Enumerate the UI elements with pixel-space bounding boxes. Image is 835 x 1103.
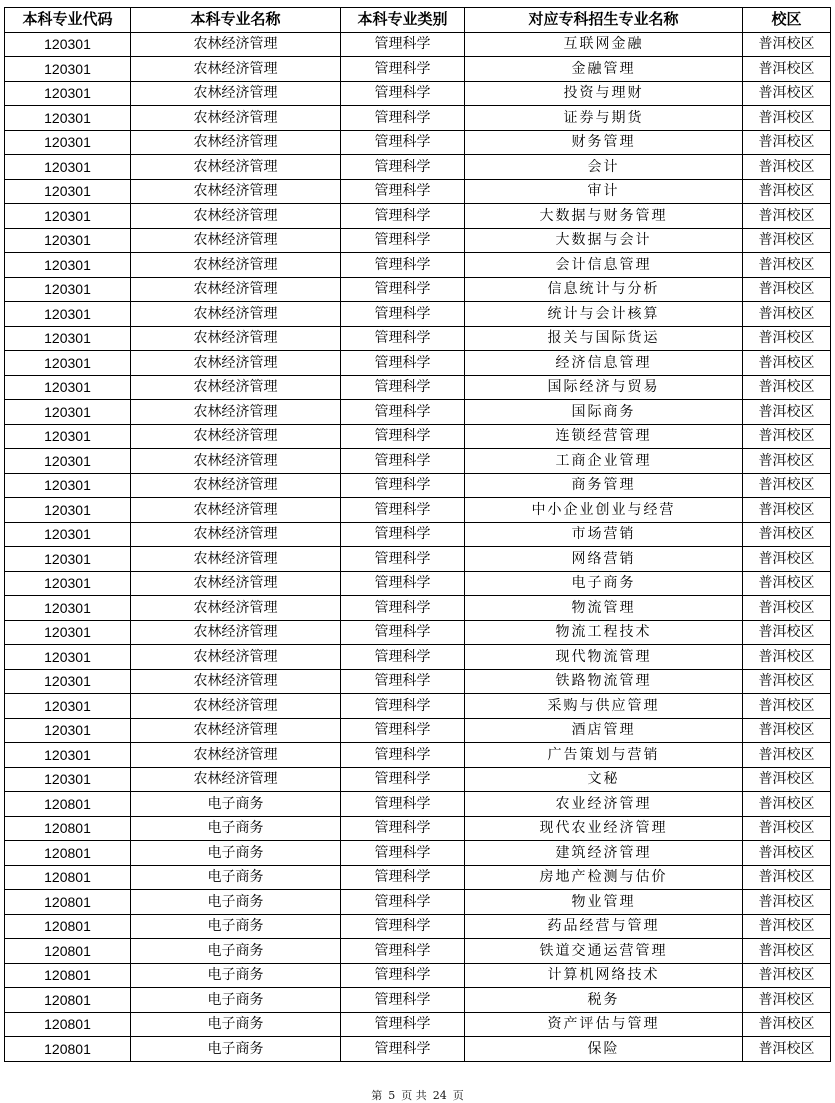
cell-category: 管理科学 (341, 277, 465, 302)
cell-campus: 普洱校区 (743, 130, 831, 155)
cell-campus: 普洱校区 (743, 890, 831, 915)
cell-name: 农林经济管理 (131, 326, 341, 351)
cell-name: 农林经济管理 (131, 522, 341, 547)
table-row (5, 32, 831, 57)
cell-vocational: 报关与国际货运 (465, 326, 743, 351)
cell-campus: 普洱校区 (743, 1012, 831, 1037)
header-campus: 校区 (743, 8, 831, 33)
cell-name: 农林经济管理 (131, 32, 341, 57)
cell-campus: 普洱校区 (743, 767, 831, 792)
cell-category: 管理科学 (341, 57, 465, 82)
cell-category: 管理科学 (341, 81, 465, 106)
cell-category: 管理科学 (341, 473, 465, 498)
cell-vocational: 工商企业管理 (465, 449, 743, 474)
cell-name: 电子商务 (131, 865, 341, 890)
cell-campus: 普洱校区 (743, 988, 831, 1013)
cell-name: 农林经济管理 (131, 424, 341, 449)
footer-prefix: 第 (371, 1089, 383, 1102)
table-row (5, 963, 831, 988)
cell-name: 电子商务 (131, 890, 341, 915)
cell-category: 管理科学 (341, 179, 465, 204)
cell-name: 农林经济管理 (131, 179, 341, 204)
table-row (5, 841, 831, 866)
cell-campus: 普洱校区 (743, 473, 831, 498)
cell-name: 农林经济管理 (131, 253, 341, 278)
cell-code: 120801 (5, 1012, 131, 1037)
cell-vocational: 大数据与会计 (465, 228, 743, 253)
cell-code: 120801 (5, 939, 131, 964)
cell-vocational: 酒店管理 (465, 718, 743, 743)
cell-category: 管理科学 (341, 498, 465, 523)
cell-campus: 普洱校区 (743, 32, 831, 57)
cell-name: 电子商务 (131, 939, 341, 964)
cell-code: 120301 (5, 277, 131, 302)
cell-campus: 普洱校区 (743, 106, 831, 131)
cell-vocational: 证券与期货 (465, 106, 743, 131)
cell-campus: 普洱校区 (743, 375, 831, 400)
cell-category: 管理科学 (341, 767, 465, 792)
table-row (5, 620, 831, 645)
cell-vocational: 经济信息管理 (465, 351, 743, 376)
table-row (5, 155, 831, 180)
cell-name: 农林经济管理 (131, 449, 341, 474)
cell-campus: 普洱校区 (743, 522, 831, 547)
table-row (5, 375, 831, 400)
cell-campus: 普洱校区 (743, 1037, 831, 1062)
cell-campus: 普洱校区 (743, 81, 831, 106)
cell-code: 120301 (5, 449, 131, 474)
cell-campus: 普洱校区 (743, 57, 831, 82)
table-row (5, 939, 831, 964)
cell-name: 电子商务 (131, 841, 341, 866)
footer-page-number: 5 (388, 1089, 396, 1102)
table-row (5, 718, 831, 743)
cell-vocational: 互联网金融 (465, 32, 743, 57)
header-row (5, 8, 831, 33)
cell-category: 管理科学 (341, 792, 465, 817)
cell-category: 管理科学 (341, 253, 465, 278)
cell-code: 120301 (5, 596, 131, 621)
cell-name: 电子商务 (131, 1012, 341, 1037)
cell-code: 120301 (5, 645, 131, 670)
cell-code: 120301 (5, 106, 131, 131)
cell-code: 120301 (5, 571, 131, 596)
table-row (5, 669, 831, 694)
cell-code: 120301 (5, 179, 131, 204)
table-row (5, 106, 831, 131)
cell-code: 120801 (5, 988, 131, 1013)
table-row (5, 743, 831, 768)
cell-name: 农林经济管理 (131, 204, 341, 229)
cell-category: 管理科学 (341, 400, 465, 425)
cell-code: 120801 (5, 890, 131, 915)
header-code: 本科专业代码 (5, 8, 131, 33)
cell-campus: 普洱校区 (743, 424, 831, 449)
table-row (5, 914, 831, 939)
cell-code: 120801 (5, 914, 131, 939)
cell-campus: 普洱校区 (743, 816, 831, 841)
cell-campus: 普洱校区 (743, 718, 831, 743)
cell-campus: 普洱校区 (743, 841, 831, 866)
cell-campus: 普洱校区 (743, 914, 831, 939)
cell-vocational: 中小企业创业与经营 (465, 498, 743, 523)
cell-category: 管理科学 (341, 106, 465, 131)
cell-code: 120801 (5, 841, 131, 866)
majors-table (4, 7, 831, 1062)
cell-category: 管理科学 (341, 596, 465, 621)
table-row (5, 400, 831, 425)
cell-code: 120801 (5, 792, 131, 817)
table-body (5, 32, 831, 1061)
cell-vocational: 财务管理 (465, 130, 743, 155)
header-category: 本科专业类别 (341, 8, 465, 33)
cell-category: 管理科学 (341, 449, 465, 474)
cell-category: 管理科学 (341, 963, 465, 988)
cell-campus: 普洱校区 (743, 326, 831, 351)
cell-campus: 普洱校区 (743, 963, 831, 988)
cell-name: 电子商务 (131, 816, 341, 841)
table-row (5, 253, 831, 278)
table-row (5, 179, 831, 204)
cell-name: 电子商务 (131, 988, 341, 1013)
cell-category: 管理科学 (341, 522, 465, 547)
cell-vocational: 国际商务 (465, 400, 743, 425)
cell-campus: 普洱校区 (743, 449, 831, 474)
cell-code: 120301 (5, 204, 131, 229)
cell-vocational: 电子商务 (465, 571, 743, 596)
cell-campus: 普洱校区 (743, 204, 831, 229)
cell-campus: 普洱校区 (743, 302, 831, 327)
cell-code: 120301 (5, 81, 131, 106)
cell-vocational: 大数据与财务管理 (465, 204, 743, 229)
header-name: 本科专业名称 (131, 8, 341, 33)
cell-campus: 普洱校区 (743, 547, 831, 572)
cell-vocational: 房地产检测与估价 (465, 865, 743, 890)
cell-name: 农林经济管理 (131, 130, 341, 155)
cell-category: 管理科学 (341, 743, 465, 768)
cell-vocational: 文秘 (465, 767, 743, 792)
cell-vocational: 物流管理 (465, 596, 743, 621)
table-header (5, 8, 831, 33)
table-row (5, 302, 831, 327)
cell-name: 农林经济管理 (131, 694, 341, 719)
cell-category: 管理科学 (341, 326, 465, 351)
cell-category: 管理科学 (341, 841, 465, 866)
cell-name: 农林经济管理 (131, 669, 341, 694)
table-row (5, 81, 831, 106)
cell-vocational: 审计 (465, 179, 743, 204)
cell-name: 农林经济管理 (131, 351, 341, 376)
cell-campus: 普洱校区 (743, 277, 831, 302)
cell-code: 120801 (5, 816, 131, 841)
cell-name: 农林经济管理 (131, 375, 341, 400)
cell-campus: 普洱校区 (743, 792, 831, 817)
footer-mid: 页 共 (401, 1089, 427, 1102)
cell-category: 管理科学 (341, 32, 465, 57)
cell-category: 管理科学 (341, 865, 465, 890)
cell-category: 管理科学 (341, 939, 465, 964)
cell-name: 电子商务 (131, 963, 341, 988)
cell-category: 管理科学 (341, 547, 465, 572)
cell-vocational: 保险 (465, 1037, 743, 1062)
cell-code: 120801 (5, 865, 131, 890)
cell-vocational: 国际经济与贸易 (465, 375, 743, 400)
table-row (5, 228, 831, 253)
cell-campus: 普洱校区 (743, 253, 831, 278)
cell-name: 农林经济管理 (131, 620, 341, 645)
cell-vocational: 连锁经营管理 (465, 424, 743, 449)
cell-category: 管理科学 (341, 645, 465, 670)
cell-category: 管理科学 (341, 1037, 465, 1062)
cell-vocational: 采购与供应管理 (465, 694, 743, 719)
cell-name: 农林经济管理 (131, 400, 341, 425)
cell-campus: 普洱校区 (743, 498, 831, 523)
cell-category: 管理科学 (341, 890, 465, 915)
cell-campus: 普洱校区 (743, 571, 831, 596)
cell-category: 管理科学 (341, 375, 465, 400)
table-row (5, 571, 831, 596)
cell-vocational: 会计 (465, 155, 743, 180)
cell-code: 120301 (5, 57, 131, 82)
table-row (5, 57, 831, 82)
table-row (5, 792, 831, 817)
table-row (5, 1037, 831, 1062)
table-row (5, 547, 831, 572)
cell-name: 农林经济管理 (131, 571, 341, 596)
cell-category: 管理科学 (341, 988, 465, 1013)
cell-category: 管理科学 (341, 228, 465, 253)
table-row (5, 424, 831, 449)
cell-code: 120301 (5, 767, 131, 792)
cell-campus: 普洱校区 (743, 179, 831, 204)
cell-code: 120301 (5, 743, 131, 768)
cell-name: 农林经济管理 (131, 155, 341, 180)
cell-category: 管理科学 (341, 669, 465, 694)
cell-name: 农林经济管理 (131, 547, 341, 572)
cell-name: 农林经济管理 (131, 228, 341, 253)
table-row (5, 1012, 831, 1037)
cell-code: 120301 (5, 253, 131, 278)
table-row (5, 498, 831, 523)
cell-name: 农林经济管理 (131, 743, 341, 768)
cell-name: 农林经济管理 (131, 277, 341, 302)
cell-code: 120301 (5, 400, 131, 425)
table-row (5, 130, 831, 155)
cell-code: 120301 (5, 375, 131, 400)
cell-code: 120301 (5, 620, 131, 645)
cell-campus: 普洱校区 (743, 669, 831, 694)
table-row (5, 988, 831, 1013)
cell-category: 管理科学 (341, 694, 465, 719)
cell-category: 管理科学 (341, 816, 465, 841)
cell-category: 管理科学 (341, 914, 465, 939)
cell-code: 120301 (5, 326, 131, 351)
table-row (5, 473, 831, 498)
cell-campus: 普洱校区 (743, 620, 831, 645)
cell-vocational: 税务 (465, 988, 743, 1013)
cell-name: 农林经济管理 (131, 473, 341, 498)
cell-category: 管理科学 (341, 718, 465, 743)
cell-code: 120801 (5, 1037, 131, 1062)
cell-name: 农林经济管理 (131, 767, 341, 792)
cell-name: 电子商务 (131, 1037, 341, 1062)
cell-name: 农林经济管理 (131, 81, 341, 106)
cell-vocational: 统计与会计核算 (465, 302, 743, 327)
cell-vocational: 现代农业经济管理 (465, 816, 743, 841)
cell-vocational: 铁道交通运营管理 (465, 939, 743, 964)
cell-vocational: 广告策划与营销 (465, 743, 743, 768)
cell-code: 120301 (5, 302, 131, 327)
cell-campus: 普洱校区 (743, 596, 831, 621)
cell-vocational: 计算机网络技术 (465, 963, 743, 988)
cell-code: 120301 (5, 155, 131, 180)
cell-code: 120301 (5, 547, 131, 572)
table-row (5, 865, 831, 890)
cell-campus: 普洱校区 (743, 155, 831, 180)
cell-name: 农林经济管理 (131, 718, 341, 743)
cell-category: 管理科学 (341, 571, 465, 596)
cell-vocational: 农业经济管理 (465, 792, 743, 817)
cell-category: 管理科学 (341, 620, 465, 645)
cell-name: 农林经济管理 (131, 645, 341, 670)
cell-code: 120301 (5, 669, 131, 694)
cell-campus: 普洱校区 (743, 351, 831, 376)
cell-vocational: 建筑经济管理 (465, 841, 743, 866)
cell-name: 电子商务 (131, 792, 341, 817)
cell-name: 电子商务 (131, 914, 341, 939)
cell-vocational: 投资与理财 (465, 81, 743, 106)
cell-name: 农林经济管理 (131, 596, 341, 621)
cell-campus: 普洱校区 (743, 228, 831, 253)
cell-vocational: 商务管理 (465, 473, 743, 498)
table-row (5, 816, 831, 841)
cell-campus: 普洱校区 (743, 865, 831, 890)
footer-suffix: 页 (452, 1089, 464, 1102)
cell-code: 120301 (5, 32, 131, 57)
cell-vocational: 会计信息管理 (465, 253, 743, 278)
cell-name: 农林经济管理 (131, 57, 341, 82)
cell-category: 管理科学 (341, 130, 465, 155)
cell-code: 120301 (5, 694, 131, 719)
cell-category: 管理科学 (341, 351, 465, 376)
cell-name: 农林经济管理 (131, 498, 341, 523)
table-row (5, 449, 831, 474)
table-row (5, 694, 831, 719)
table-row (5, 767, 831, 792)
cell-name: 农林经济管理 (131, 302, 341, 327)
cell-code: 120301 (5, 718, 131, 743)
table-row (5, 522, 831, 547)
table-row (5, 890, 831, 915)
table-row (5, 204, 831, 229)
header-vocational: 对应专科招生专业名称 (465, 8, 743, 33)
cell-vocational: 药品经营与管理 (465, 914, 743, 939)
cell-vocational: 物流工程技术 (465, 620, 743, 645)
cell-vocational: 金融管理 (465, 57, 743, 82)
cell-campus: 普洱校区 (743, 400, 831, 425)
cell-campus: 普洱校区 (743, 743, 831, 768)
cell-code: 120301 (5, 498, 131, 523)
table-row (5, 351, 831, 376)
cell-campus: 普洱校区 (743, 939, 831, 964)
cell-category: 管理科学 (341, 155, 465, 180)
cell-category: 管理科学 (341, 204, 465, 229)
table-row (5, 277, 831, 302)
table-row (5, 645, 831, 670)
cell-vocational: 资产评估与管理 (465, 1012, 743, 1037)
cell-vocational: 物业管理 (465, 890, 743, 915)
cell-category: 管理科学 (341, 302, 465, 327)
cell-campus: 普洱校区 (743, 645, 831, 670)
cell-code: 120301 (5, 130, 131, 155)
cell-vocational: 现代物流管理 (465, 645, 743, 670)
cell-category: 管理科学 (341, 424, 465, 449)
cell-vocational: 铁路物流管理 (465, 669, 743, 694)
cell-vocational: 网络营销 (465, 547, 743, 572)
cell-vocational: 市场营销 (465, 522, 743, 547)
table-row (5, 326, 831, 351)
cell-code: 120301 (5, 424, 131, 449)
cell-code: 120301 (5, 473, 131, 498)
cell-campus: 普洱校区 (743, 694, 831, 719)
cell-code: 120301 (5, 522, 131, 547)
table-row (5, 596, 831, 621)
cell-vocational: 信息统计与分析 (465, 277, 743, 302)
cell-code: 120801 (5, 963, 131, 988)
cell-category: 管理科学 (341, 1012, 465, 1037)
cell-name: 农林经济管理 (131, 106, 341, 131)
footer-total-pages: 24 (432, 1089, 447, 1102)
cell-code: 120301 (5, 228, 131, 253)
cell-code: 120301 (5, 351, 131, 376)
